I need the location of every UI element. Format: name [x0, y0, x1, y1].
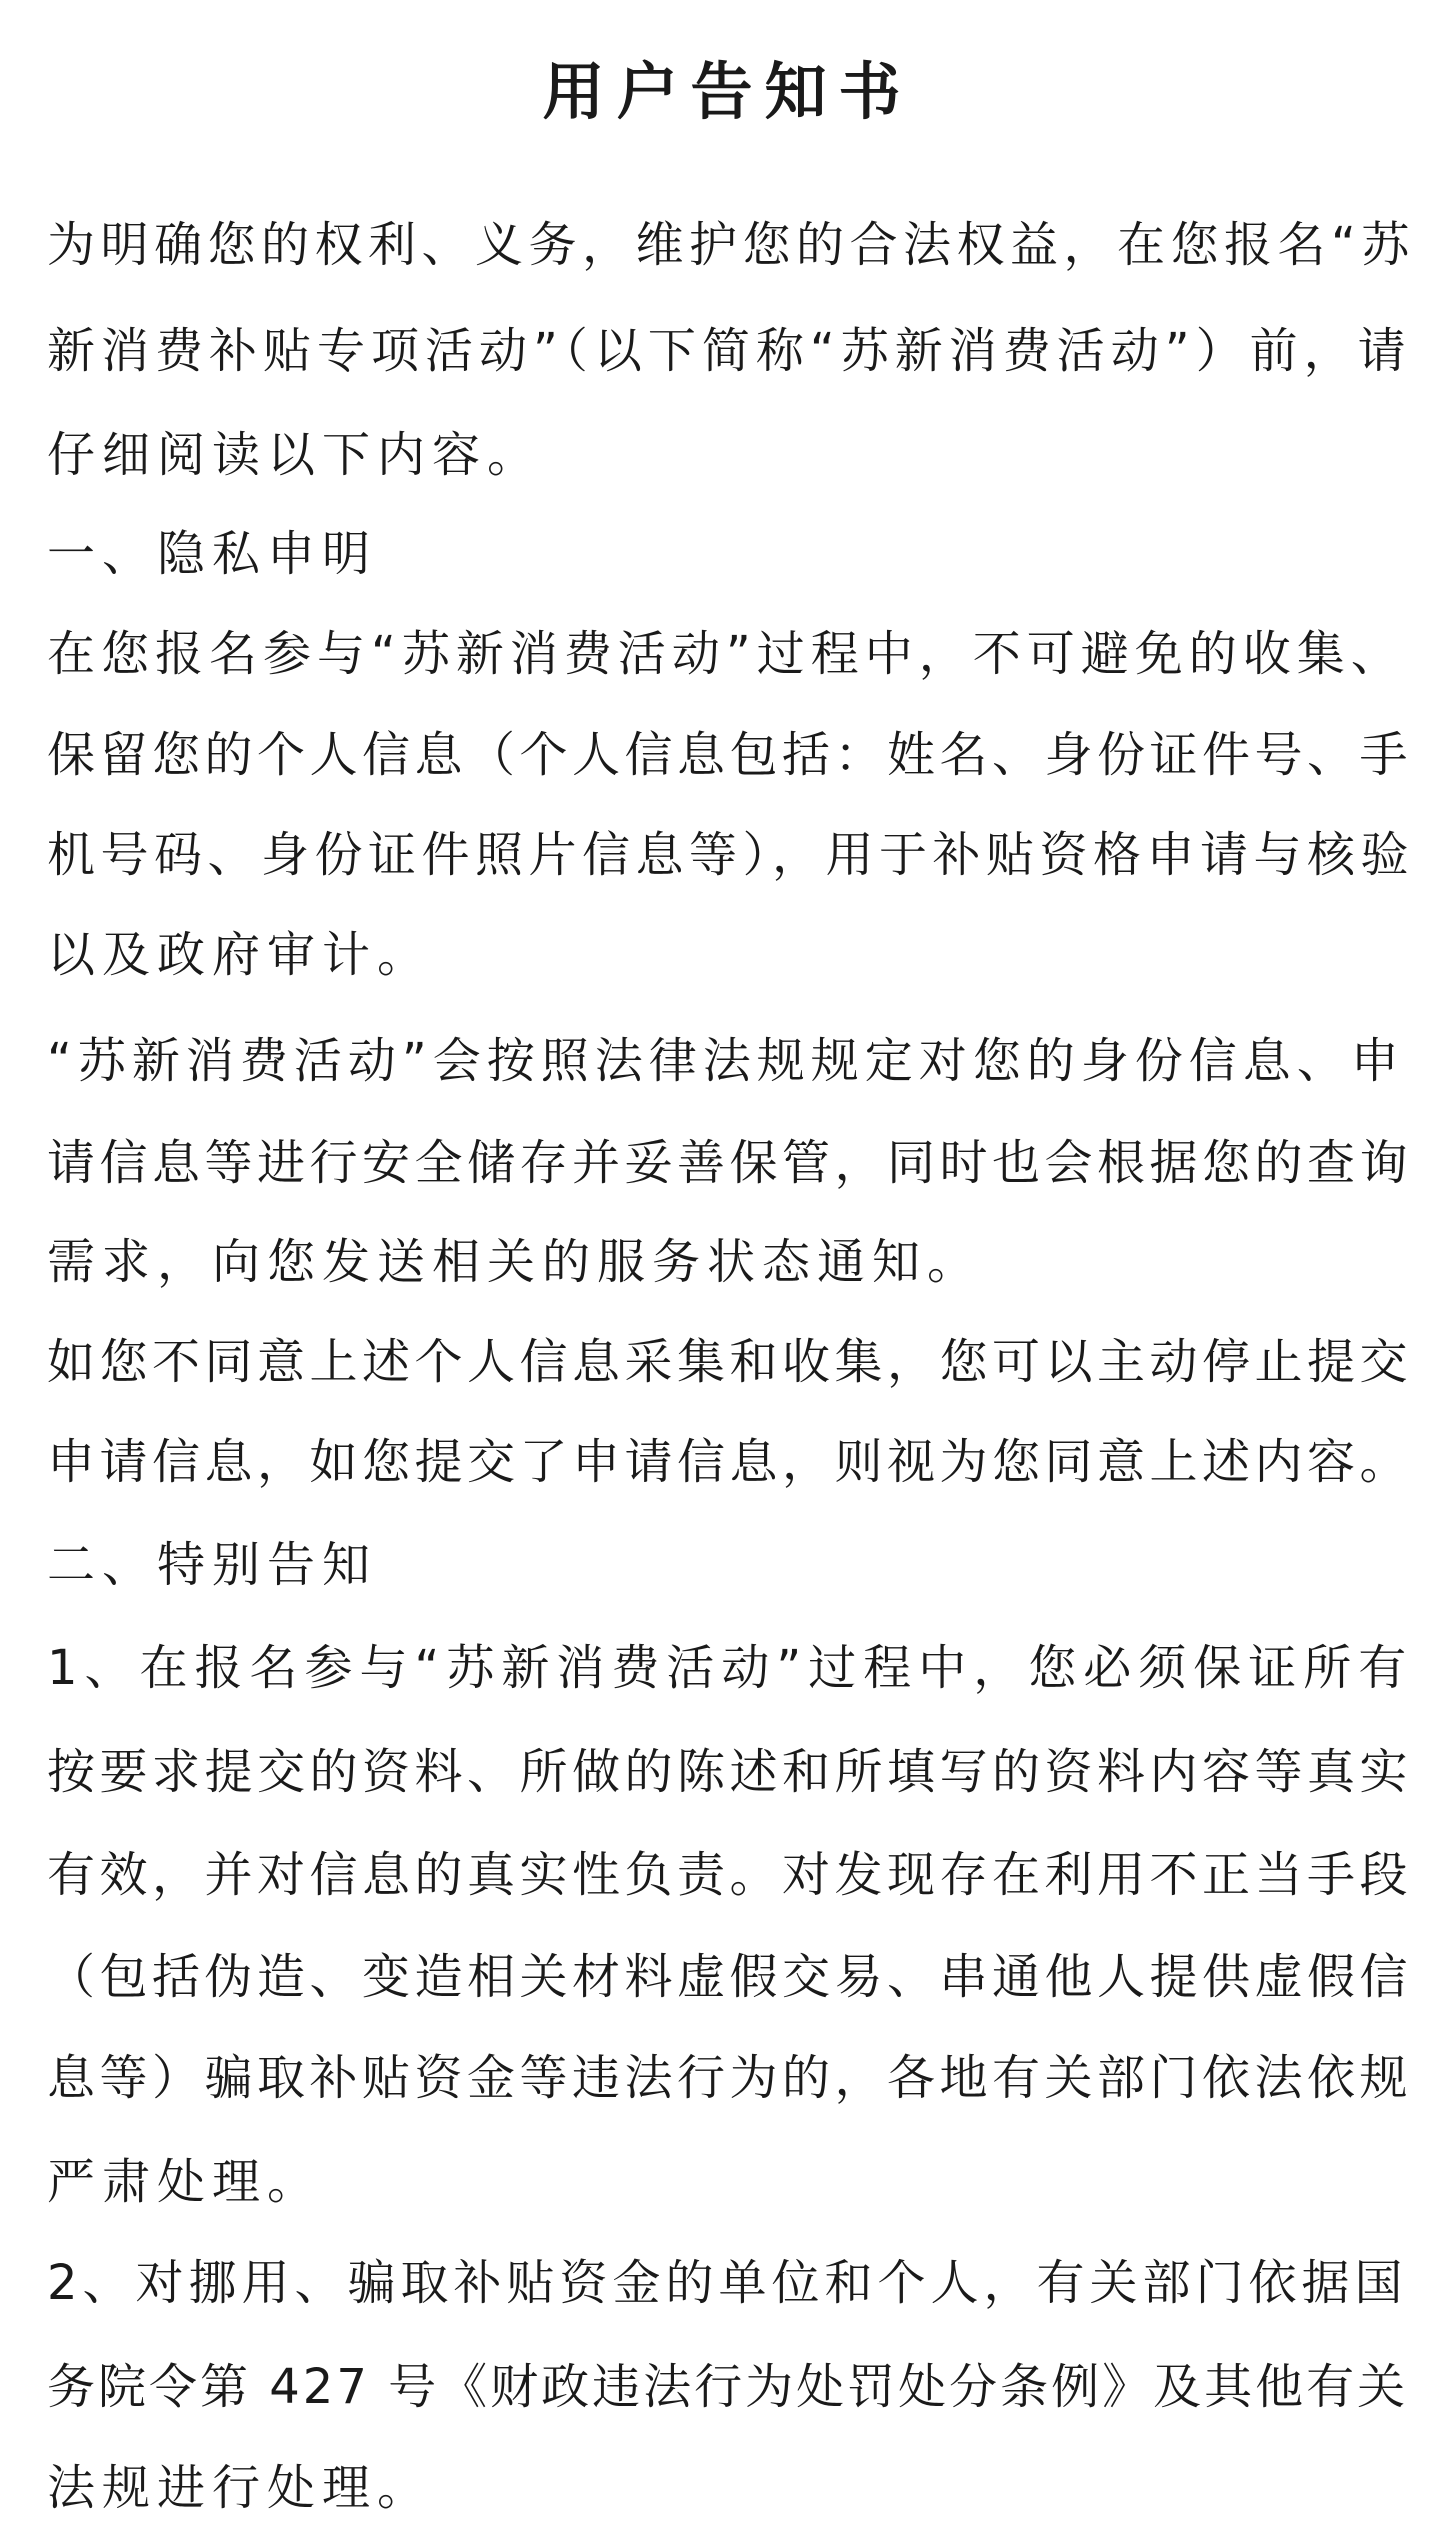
- body-line: 法规进行处理。: [47, 2460, 433, 2516]
- body-line: 机号码、身份证件照片信息等），用于补贴资格申请与核验: [47, 827, 1415, 883]
- body-line: 按要求提交的资料、所做的陈述和所填写的资料内容等真实: [47, 1744, 1413, 1800]
- body-line: 需求，向您发送相关的服务状态通知。: [47, 1234, 983, 1290]
- body-line: 请信息等进行安全储存并妥善保管，同时也会根据您的查询: [47, 1135, 1413, 1191]
- section-heading-privacy: 一、隐私申明: [47, 526, 378, 582]
- body-line: 如您不同意上述个人信息采集和收集，您可以主动停止提交: [47, 1334, 1413, 1390]
- body-line: 新消费补贴专项活动”（以下简称“苏新消费活动”）前，请: [47, 323, 1412, 379]
- document-title: 用户告知书: [542, 55, 913, 128]
- body-line: “苏新消费活动”会按照法律法规规定对您的身份信息、申: [47, 1033, 1405, 1089]
- body-line: 严肃处理。: [47, 2154, 323, 2210]
- body-line: 有效，并对信息的真实性负责。对发现存在利用不正当手段: [47, 1847, 1413, 1903]
- body-line: 2、对挪用、骗取补贴资金的单位和个人，有关部门依据国: [47, 2255, 1408, 2311]
- section-heading-special-notice: 二、特别告知: [47, 1537, 378, 1593]
- body-line: 为明确您的权利、义务，维护您的合法权益，在您报名“苏: [47, 217, 1415, 273]
- body-line: 息等）骗取补贴资金等违法行为的，各地有关部门依法依规: [47, 2050, 1413, 2106]
- body-line: 仔细阅读以下内容。: [47, 427, 543, 483]
- body-line: （包括伪造、变造相关材料虚假交易、串通他人提供虚假信: [47, 1949, 1413, 2005]
- body-line: 以及政府审计。: [47, 927, 433, 983]
- body-line: 务院令第 427 号《财政违法行为处罚处分条例》及其他有关: [47, 2359, 1409, 2415]
- body-line: 1、在报名参与“苏新消费活动”过程中，您必须保证所有: [47, 1640, 1414, 1696]
- body-line: 保留您的个人信息（个人信息包括：姓名、身份证件号、手: [47, 727, 1413, 783]
- body-line: 在您报名参与“苏新消费活动”过程中，不可避免的收集、: [47, 626, 1405, 682]
- body-line: 申请信息，如您提交了申请信息，则视为您同意上述内容。: [47, 1434, 1413, 1490]
